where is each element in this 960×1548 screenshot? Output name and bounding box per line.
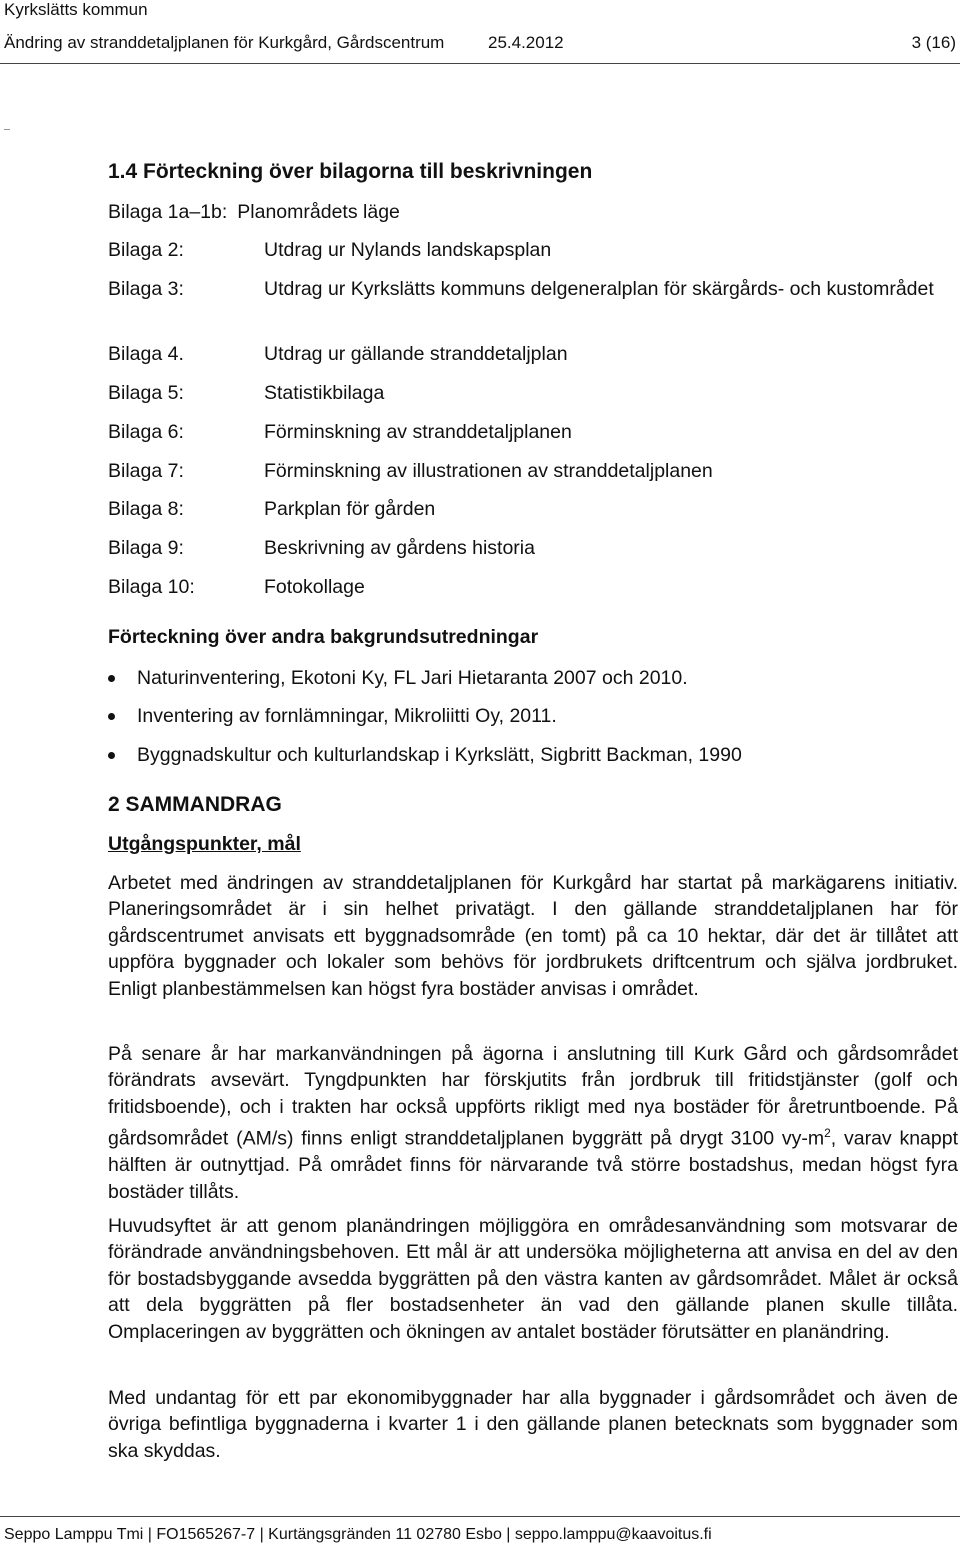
header-date: 25.4.2012 — [488, 33, 564, 52]
attachment-desc: Beskrivning av gårdens historia — [264, 537, 535, 559]
bullet-icon — [108, 752, 115, 759]
margin-mark — [4, 129, 10, 130]
superscript: 2 — [824, 1126, 831, 1141]
attachment-first-row — [108, 200, 400, 224]
attachment-label: Bilaga 10: — [108, 576, 195, 598]
attachment-label: Bilaga 2: — [108, 239, 184, 261]
attachment-label: Bilaga 9: — [108, 537, 184, 559]
background-studies-heading: Förteckning över andra bakgrundsutredningar — [108, 626, 539, 648]
footer-text: Seppo Lamppu Tmi | FO1565267-7 | Kurtängsgränden 11 02780 Esbo | seppo.lamppu@kaavoitus.fi — [4, 1526, 712, 1543]
attachment-desc: Utdrag ur Nylands landskapsplan — [264, 239, 552, 261]
attachment-desc: Förminskning av illustrationen av stranddetaljplanen — [264, 460, 713, 482]
paragraph-3: Huvudsyftet är att genom planändringen möjliggöra en områdesanvändning som motsvarar de förändrade användningsbehoven. Ett mål är att undersöka möjligheterna att anvisa en del av den för bostadsbyggande avsedda byggrätten på den västra kanten av gårdsområdet. Målet är också att dela byggrätten på fler bostadsenheter än vad den gällande planen skulle tillåta. Omplaceringen av byggrätten och ökningen av antalet bostäder förutsätter en planändring. — [108, 1215, 958, 1343]
header-organization: Kyrkslätts kommun — [4, 0, 148, 19]
attachment-label-1: Bilaga 1a–1b: — [108, 201, 228, 223]
attachment-desc: Fotokollage — [264, 576, 365, 598]
paragraph-2 — [108, 1041, 958, 1205]
attachment-desc: Utdrag ur Kyrkslätts kommuns delgeneralplan för skärgårds- och kustområdet — [264, 278, 934, 300]
section-heading-summary: 2 SAMMANDRAG — [108, 793, 282, 816]
attachment-desc: Utdrag ur gällande stranddetaljplan — [264, 343, 568, 365]
paragraph-1: Arbetet med ändringen av stranddetaljplanen för Kurkgård har startat på markägarens initiativ. Planeringsområdet är i sin helhet privatägt. I den gällande stranddetaljplanen har för gårdscentrumet anvisats ett byggnadsområde (en tomt) på ca 10 hektar, där det är tillåtet att uppföra byggnader och lokaler som behövs för jordbrukets driftcentrum och själva jordbruket. Enligt planbestämmelsen kan högst fyra bostäder anvisas i området. — [108, 872, 958, 1000]
header-divider — [0, 63, 960, 64]
attachment-label: Bilaga 7: — [108, 460, 184, 482]
attachment-label: Bilaga 4. — [108, 343, 184, 365]
header-document-title: Ändring av stranddetaljplanen för Kurkgård, Gårdscentrum — [4, 33, 445, 52]
attachment-desc: Statistikbilaga — [264, 382, 385, 404]
list-item-text: Inventering av fornlämningar, Mikroliitti Oy, 2011. — [137, 705, 557, 727]
attachment-label: Bilaga 3: — [108, 278, 184, 300]
attachment-label: Bilaga 8: — [108, 498, 184, 520]
footer-divider — [0, 1516, 960, 1517]
paragraph-2-part-1: På senare år har markanvändningen på ägorna i anslutning till Kurk Gård och gårdsområdet förändrats avsevärt. Tyngdpunkten har förskjutits från jordbruk till fritidstjänster (golf och fritidsboende), och i trakten har också uppförts rikligt med nya bostäder för åretruntboende. På gårdsområdet (AM/s) finns enligt stranddetaljplanen byggrätt på drygt 3100 vy-m — [108, 1043, 958, 1150]
list-item-text: Naturinventering, Ekotoni Ky, FL Jari Hietaranta 2007 och 2010. — [137, 667, 688, 689]
attachment-label: Bilaga 5: — [108, 382, 184, 404]
attachment-desc: Förminskning av stranddetaljplanen — [264, 421, 572, 443]
paragraph-4: Med undantag för ett par ekonomibyggnader har alla byggnader i gårdsområdet och även de övriga befintliga byggnaderna i kvarter 1 i den gällande planen betecknats som byggnader som ska skyddas. — [108, 1387, 958, 1462]
subheading-starting-points: Utgångspunkter, mål — [108, 833, 301, 855]
paragraph-2-part-2: , varav knappt hälften är outnyttjad. På området finns för närvarande två större bostadshus, medan högst fyra bostäder tillåts. — [108, 1127, 959, 1203]
attachment-desc: Parkplan för gården — [264, 498, 436, 520]
section-heading-attachments: 1.4 Förteckning över bilagorna till beskrivningen — [108, 160, 593, 183]
list-item-text: Byggnadskultur och kulturlandskap i Kyrkslätt, Sigbritt Backman, 1990 — [137, 744, 742, 766]
header-page-number: 3 (16) — [911, 33, 956, 52]
attachment-label: Bilaga 6: — [108, 421, 184, 443]
bullet-icon — [108, 675, 115, 682]
attachment-desc-1: Planområdets läge — [237, 201, 400, 223]
bullet-icon — [108, 713, 115, 720]
